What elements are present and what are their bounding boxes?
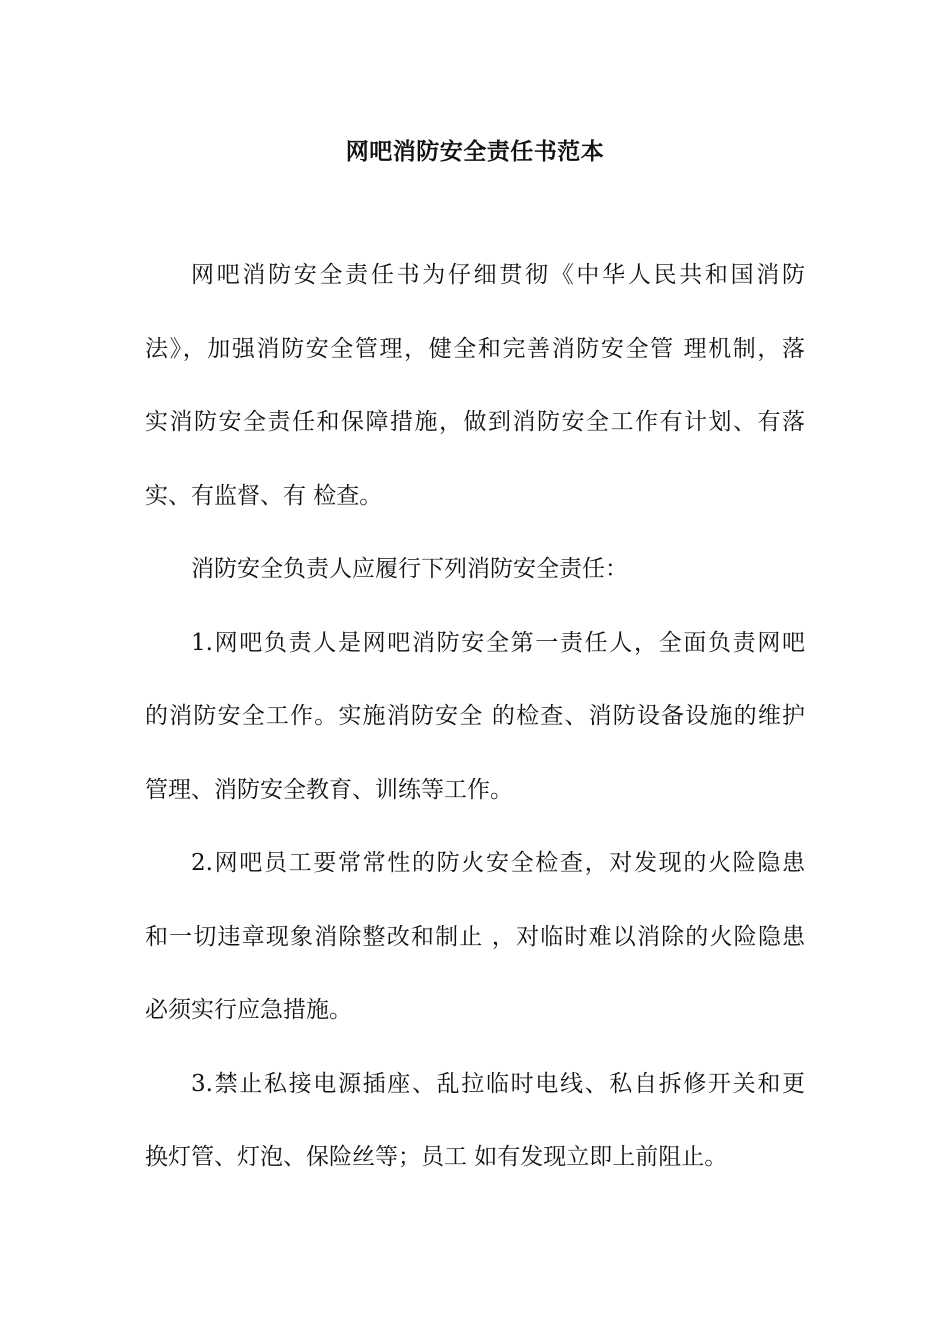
item-1-line-3: 管理、消防安全教育、训练等工作。 bbox=[145, 776, 513, 803]
item-3-line-1: 3.禁止私接电源插座、乱拉临时电线、私自拆修开关和更 bbox=[191, 1070, 805, 1097]
document-body bbox=[145, 252, 805, 1208]
paragraph-1-line-1: 网吧消防安全责任书为仔细贯彻《中华人民共和国消防 bbox=[191, 262, 805, 288]
item-2-line-1: 2.网吧员工要常常性的防火安全检查，对发现的火险隐患 bbox=[191, 850, 805, 876]
document-title: 网吧消防安全责任书范本 bbox=[345, 139, 605, 165]
item-2-line-3: 必须实行应急措施。 bbox=[145, 997, 352, 1023]
item-1-line-2: 的消防安全工作。实施消防安全 的检查、消防设备设施的维护 bbox=[145, 703, 805, 729]
paragraph-1-line-4: 实、有监督、有 检查。 bbox=[145, 482, 383, 509]
paragraph-1-line-3: 实消防安全责任和保障措施，做到消防安全工作有计划、有落 bbox=[145, 409, 805, 435]
item-2-line-2: 和一切违章现象消除整改和制止 ，对临时难以消除的火险隐患 bbox=[145, 923, 805, 950]
paragraph-1-line-2: 法》，加强消防安全管理，健全和完善消防安全管 理机制，落 bbox=[145, 335, 805, 362]
item-1-line-1: 1.网吧负责人是网吧消防安全第一责任人，全面负责网吧 bbox=[191, 629, 805, 656]
item-3-line-2: 换灯管、灯泡、保险丝等；员工 如有发现立即上前阻止。 bbox=[145, 1144, 728, 1170]
paragraph-2-line-1: 消防安全负责人应履行下列消防安全责任： bbox=[191, 556, 628, 582]
